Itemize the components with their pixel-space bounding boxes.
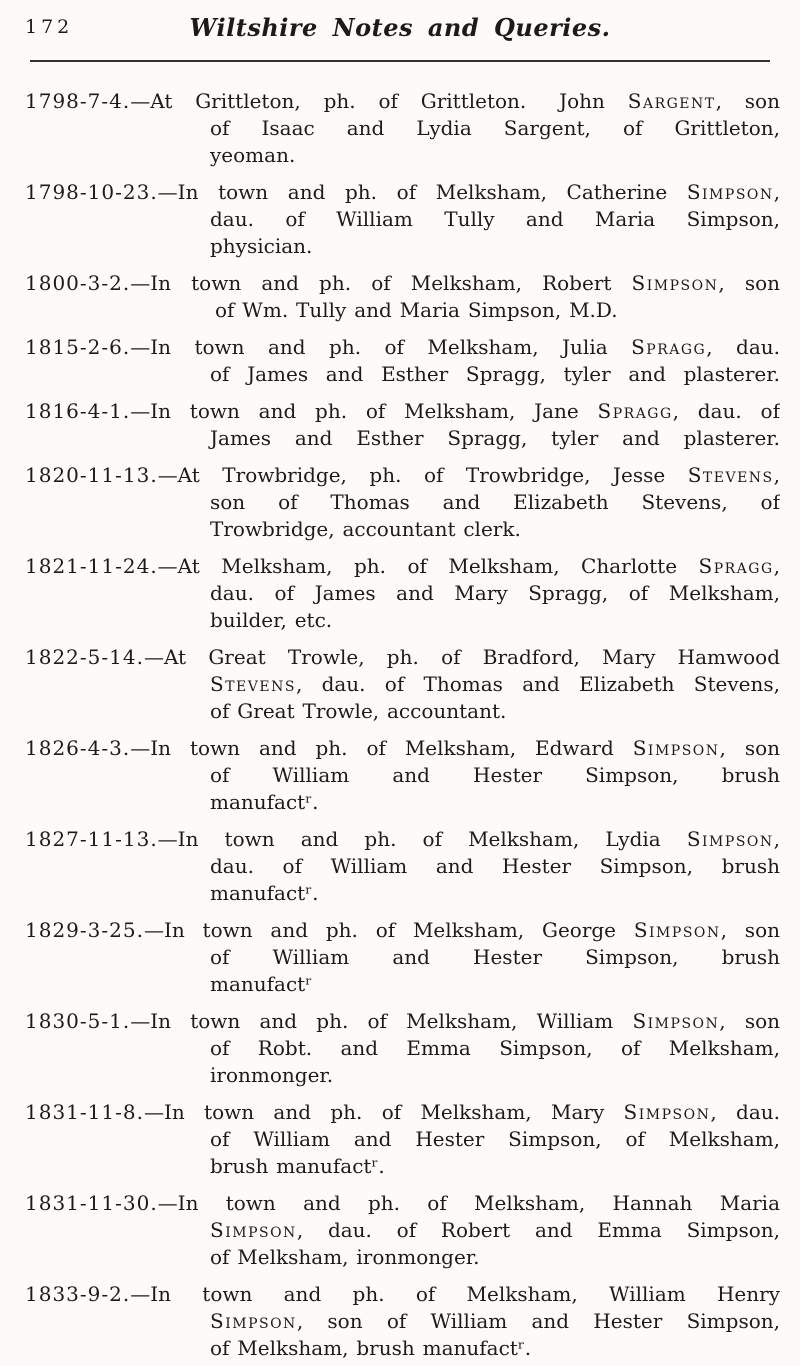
- entry-text: , son: [719, 1009, 780, 1033]
- entry-text: —In town and ph. of Melksham, William: [130, 1009, 633, 1033]
- entry-date: 1816-4-1.: [25, 399, 131, 423]
- surname-smallcaps: Simpson: [686, 827, 774, 851]
- entry-text: , son: [718, 271, 780, 295]
- surname-smallcaps: Simpson: [623, 1100, 711, 1124]
- entry-line: [25, 1335, 780, 1362]
- surname-smallcaps: Simpson: [210, 1218, 297, 1242]
- surname-smallcaps: Sargent: [627, 89, 716, 113]
- surname-smallcaps: Simpson: [210, 1309, 297, 1333]
- register-entry: [25, 1008, 780, 1089]
- register-entry: [25, 270, 780, 324]
- register-entry: [25, 334, 780, 388]
- entry-line: [25, 671, 780, 698]
- entry-text: —At Melksham, ph. of Melksham, Charlotte: [157, 554, 699, 578]
- entry-text: ,: [773, 554, 780, 578]
- surname-smallcaps: Simpson: [633, 918, 721, 942]
- entry-line: [25, 115, 780, 142]
- register-entry: [25, 88, 780, 169]
- entry-first-line: [25, 553, 780, 580]
- entry-text: manufactʳ.: [210, 881, 319, 905]
- entry-line: [25, 1062, 780, 1089]
- entry-text: , son: [719, 736, 780, 760]
- entry-line: [25, 142, 780, 169]
- entry-text: , dau.: [706, 335, 780, 359]
- register-entry: [25, 398, 780, 452]
- entry-text: dau. of William Tully and Maria Simpson,: [210, 207, 780, 231]
- entry-line: [25, 789, 780, 816]
- entry-text: —At Grittleton, ph. of Grittleton. John: [130, 89, 628, 113]
- entry-line: [25, 1217, 780, 1244]
- entry-date: 1831-11-30.: [25, 1191, 158, 1215]
- entry-line: [25, 361, 780, 388]
- entry-list: [25, 88, 780, 1366]
- entry-first-line: [25, 334, 780, 361]
- entry-first-line: [25, 1099, 780, 1126]
- entry-first-line: [25, 1008, 780, 1035]
- entry-text: of Robt. and Emma Simpson, of Melksham,: [210, 1036, 780, 1060]
- entry-text: ,: [773, 463, 780, 487]
- entry-date: 1800-3-2.: [25, 271, 131, 295]
- entry-text: —At Trowbridge, ph. of Trowbridge, Jesse: [157, 463, 688, 487]
- entry-line: [25, 853, 780, 880]
- entry-text: yeoman.: [210, 143, 296, 167]
- entry-text: of Melksham, ironmonger.: [210, 1245, 480, 1269]
- entry-date: 1833-9-2.: [25, 1282, 131, 1306]
- entry-date: 1831-11-8.: [25, 1100, 144, 1124]
- register-entry: [25, 553, 780, 634]
- entry-date: 1826-4-3.: [25, 736, 131, 760]
- entry-first-line: [25, 917, 780, 944]
- entry-line: [25, 971, 780, 998]
- surname-smallcaps: Stevens: [210, 672, 296, 696]
- surname-smallcaps: Spragg: [631, 335, 707, 359]
- register-entry: [25, 735, 780, 816]
- entry-line: [25, 233, 780, 260]
- page-number: 172: [25, 16, 74, 38]
- entry-text: builder, etc.: [210, 608, 333, 632]
- entry-line: [25, 1153, 780, 1180]
- entry-text: —In town and ph. of Melksham, Julia: [130, 335, 632, 359]
- entry-text: —In town and ph. of Melksham, Jane: [130, 399, 598, 423]
- page-header: [0, 0, 800, 42]
- entry-text: physician.: [210, 234, 313, 258]
- entry-text: —In town and ph. of Melksham, George: [143, 918, 634, 942]
- entry-text: of William and Hester Simpson, brush: [210, 763, 780, 787]
- entry-text: of Great Trowle, accountant.: [210, 699, 507, 723]
- entry-line: [25, 1244, 780, 1271]
- entry-text: ironmonger.: [210, 1063, 334, 1087]
- entry-text: brush manufactʳ.: [210, 1154, 385, 1178]
- entry-line: [25, 516, 780, 543]
- entry-line: [25, 944, 780, 971]
- entry-line: [25, 607, 780, 634]
- entry-first-line: [25, 88, 780, 115]
- entry-line: [25, 1126, 780, 1153]
- entry-text: —At Great Trowle, ph. of Bradford, Mary Hamwood: [143, 645, 780, 669]
- entry-first-line: [25, 179, 780, 206]
- entry-date: 1830-5-1.: [25, 1009, 131, 1033]
- header-rule: [30, 60, 770, 62]
- register-entry: [25, 462, 780, 543]
- entry-date: 1827-11-13.: [25, 827, 158, 851]
- entry-date: 1829-3-25.: [25, 918, 144, 942]
- entry-text: —In town and ph. of Melksham, Edward: [130, 736, 633, 760]
- surname-smallcaps: Spragg: [698, 554, 774, 578]
- register-entry: [25, 644, 780, 725]
- entry-first-line: [25, 462, 780, 489]
- page-title: Wiltshire Notes and Queries.: [189, 13, 611, 42]
- entry-line: [25, 206, 780, 233]
- entry-text: manufactʳ.: [210, 790, 319, 814]
- surname-smallcaps: Simpson: [632, 736, 720, 760]
- entry-first-line: [25, 1190, 780, 1217]
- entry-text: , dau. of Thomas and Elizabeth Stevens,: [295, 672, 780, 696]
- entry-date: 1798-10-23.: [25, 180, 158, 204]
- entry-text: ,: [773, 827, 780, 851]
- entry-line: [25, 1308, 780, 1335]
- entry-text: , dau. of: [672, 399, 780, 423]
- entry-text: of Melksham, brush manufactʳ.: [210, 1336, 532, 1360]
- entry-text: , son: [720, 918, 780, 942]
- entry-text: —In town and ph. of Melksham, Catherine: [157, 180, 687, 204]
- entry-text: son of Thomas and Elizabeth Stevens, of: [210, 490, 780, 514]
- entry-date: 1820-11-13.: [25, 463, 158, 487]
- entry-text: —In town and ph. of Melksham, William Henry: [130, 1282, 780, 1306]
- entry-first-line: [25, 644, 780, 671]
- entry-text: —In town and ph. of Melksham, Lydia: [157, 827, 687, 851]
- entry-first-line: [25, 826, 780, 853]
- entry-date: 1821-11-24.: [25, 554, 158, 578]
- entry-text: —In town and ph. of Melksham, Mary: [143, 1100, 624, 1124]
- entry-text: dau. of James and Mary Spragg, of Melksham,: [210, 581, 780, 605]
- register-entry: [25, 917, 780, 998]
- register-entry: [25, 826, 780, 907]
- entry-text: of Wm. Tully and Maria Simpson, M.D.: [215, 298, 618, 322]
- surname-smallcaps: Simpson: [631, 271, 719, 295]
- surname-smallcaps: Stevens: [687, 463, 774, 487]
- entry-text: ,: [773, 180, 780, 204]
- entry-line: [25, 489, 780, 516]
- register-entry: [25, 1281, 780, 1362]
- entry-date: 1822-5-14.: [25, 645, 144, 669]
- surname-smallcaps: Simpson: [632, 1009, 720, 1033]
- register-entry: [25, 179, 780, 260]
- entry-text: manufactʳ: [210, 972, 313, 996]
- entry-text: of Isaac and Lydia Sargent, of Grittleton,: [210, 116, 780, 140]
- entry-text: —In town and ph. of Melksham, Robert: [130, 271, 632, 295]
- entry-text: of James and Esther Spragg, tyler and plasterer.: [210, 362, 780, 386]
- entry-first-line: [25, 1281, 780, 1308]
- register-entry: [25, 1190, 780, 1271]
- entry-line: [25, 297, 780, 324]
- entry-text: of William and Hester Simpson, brush: [210, 945, 780, 969]
- register-entry: [25, 1099, 780, 1180]
- entry-line: [25, 762, 780, 789]
- entry-text: , dau. of Robert and Emma Simpson,: [296, 1218, 780, 1242]
- entry-text: , son of William and Hester Simpson,: [296, 1309, 780, 1333]
- entry-date: 1815-2-6.: [25, 335, 131, 359]
- entry-line: [25, 1035, 780, 1062]
- entry-first-line: [25, 270, 780, 297]
- entry-line: [25, 580, 780, 607]
- entry-first-line: [25, 735, 780, 762]
- surname-smallcaps: Spragg: [597, 399, 673, 423]
- entry-text: —In town and ph. of Melksham, Hannah Maria: [157, 1191, 780, 1215]
- entry-line: [25, 425, 780, 452]
- entry-text: James and Esther Spragg, tyler and plasterer.: [210, 426, 780, 450]
- entry-text: of William and Hester Simpson, of Melksham,: [210, 1127, 780, 1151]
- entry-text: , son: [715, 89, 780, 113]
- entry-first-line: [25, 398, 780, 425]
- entry-text: Trowbridge, accountant clerk.: [210, 517, 521, 541]
- entry-line: [25, 698, 780, 725]
- surname-smallcaps: Simpson: [686, 180, 774, 204]
- entry-date: 1798-7-4.: [25, 89, 131, 113]
- entry-text: dau. of William and Hester Simpson, brush: [210, 854, 780, 878]
- entry-text: , dau.: [710, 1100, 780, 1124]
- entry-line: [25, 880, 780, 907]
